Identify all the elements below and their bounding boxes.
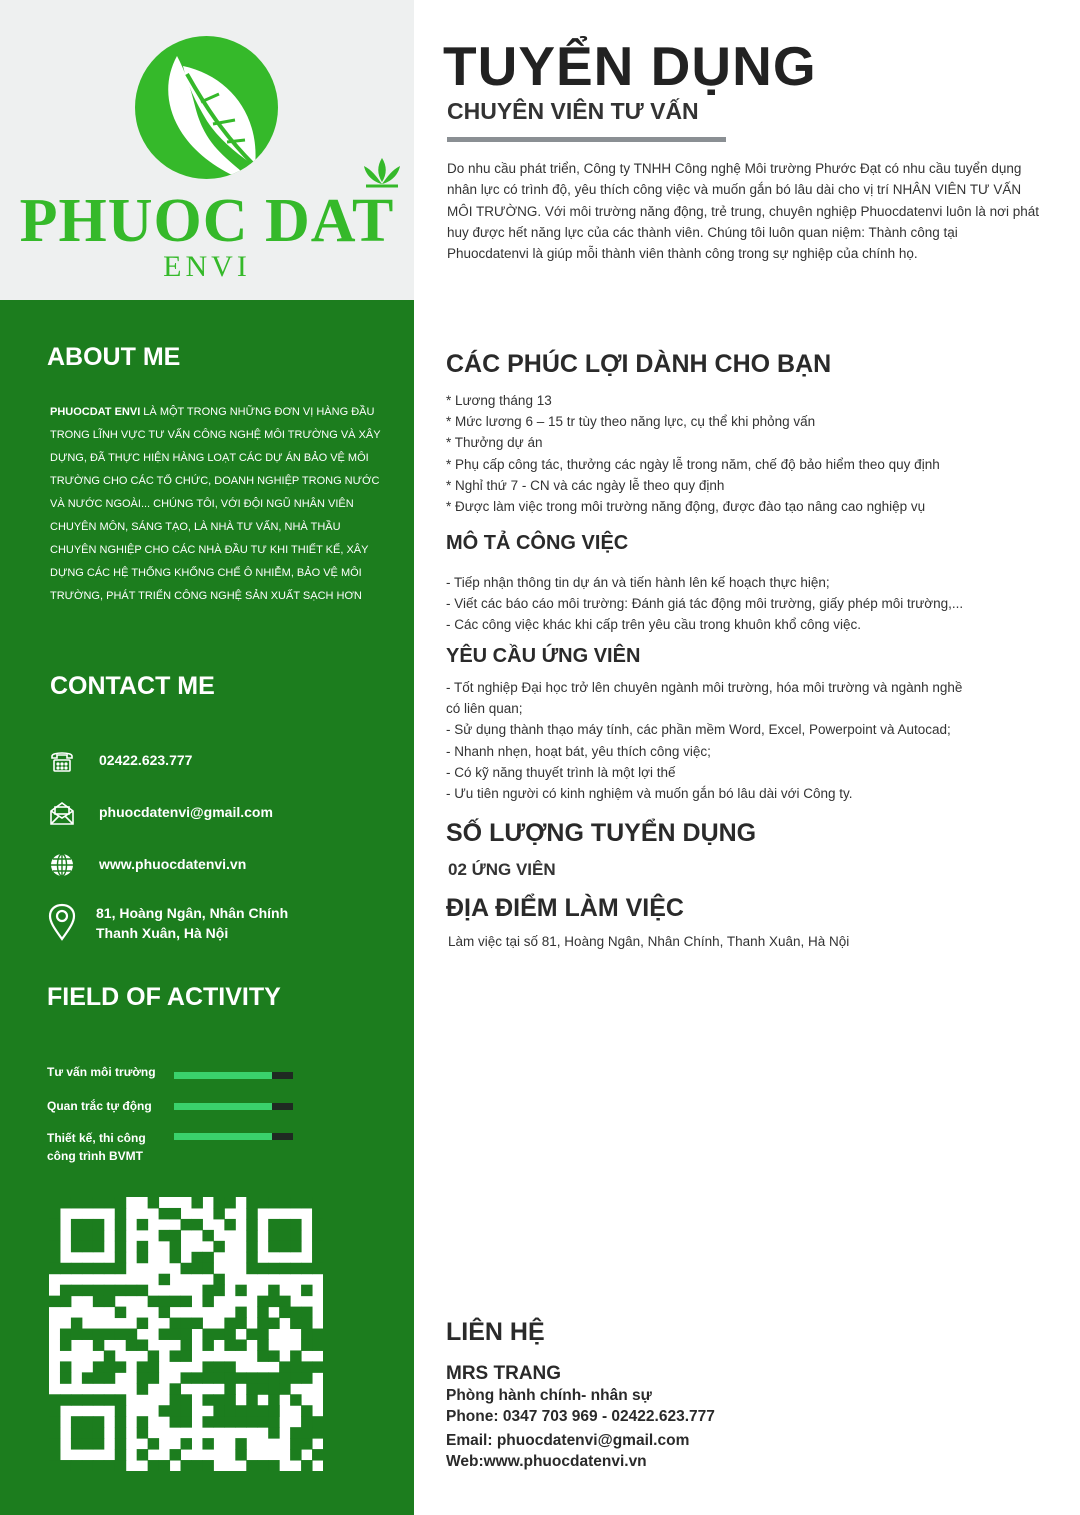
skill-bar-fill bbox=[174, 1103, 272, 1110]
skill-label-line: Thiết kế, thi công bbox=[47, 1131, 146, 1145]
job-description-heading: MÔ TẢ CÔNG VIỆC bbox=[446, 532, 629, 554]
list-item: có liên quan; bbox=[446, 701, 523, 717]
skill-bar bbox=[174, 1072, 293, 1079]
list-item: * Phụ cấp công tác, thưởng các ngày lễ trong năm, chế độ bảo hiểm theo quy định bbox=[446, 456, 940, 472]
title-divider bbox=[447, 137, 726, 142]
page-subtitle: CHUYÊN VIÊN TƯ VẤN bbox=[447, 98, 699, 124]
address-line-1: 81, Hoàng Ngân, Nhân Chính bbox=[96, 905, 289, 921]
address-line-2: Thanh Xuân, Hà Nội bbox=[96, 925, 229, 941]
skill-label-line: Tư vấn môi trường bbox=[47, 1065, 156, 1079]
contact-department: Phòng hành chính- nhân sự bbox=[446, 1387, 652, 1404]
job-description-list bbox=[446, 572, 1036, 636]
contact-address-row bbox=[47, 903, 288, 943]
leaf-logo-icon bbox=[135, 36, 278, 179]
list-item: * Được làm việc trong môi trường năng động, được đào tạo nâng cao nghiệp vụ bbox=[446, 499, 926, 515]
mail-icon bbox=[47, 798, 77, 828]
list-item: * Nghỉ thứ 7 - CN và các ngày lễ theo quy định bbox=[446, 477, 725, 493]
about-heading: ABOUT ME bbox=[47, 343, 181, 371]
benefits-list bbox=[446, 390, 1036, 517]
contact-phone-row bbox=[47, 746, 192, 776]
intro-paragraph: Do nhu cầu phát triển, Công ty TNHH Công nghệ Môi trường Phước Đạt có nhu cầu tuyển dụng nhân lực có trình độ, yêu thích công việc và muốn gắn bó lâu dài cho vị trí NHÂN VIÊN TƯ VẤN MÔI TRƯỜNG. Với môi trường năng động, trẻ trung, chuyên nghiệp Phuocdatenvi luôn là nơi phát huy được hết năng lực của các thành viên. Chúng tôi luôn quan niệm: Thành công tại Phuocdatenvi là giúp mỗi thành viên thành công trong sự nghiệp của chính họ. bbox=[447, 161, 1040, 262]
field-heading: FIELD OF ACTIVITY bbox=[47, 983, 281, 1011]
contact-web-line[interactable]: Web:www.phuocdatenvi.vn bbox=[446, 1452, 647, 1470]
skill-label bbox=[47, 1097, 167, 1115]
brand-name: PHUOC DAT bbox=[19, 187, 395, 255]
contact-email[interactable]: phuocdatenvi@gmail.com bbox=[99, 804, 273, 820]
qr-code-icon[interactable] bbox=[49, 1197, 323, 1471]
about-body: LÀ MỘT TRONG NHỮNG ĐƠN VỊ HÀNG ĐẦU TRONG LĨNH VỰC TƯ VẤN CÔNG NGHỆ MÔI TRƯỜNG VÀ XÂY DỰNG, ĐÃ THỰC HIỆN HÀNG LOẠT CÁC DỰ ÁN BẢO VỆ MÔI TRƯỜNG CHO CÁC TỔ CHỨC, DOANH NGHIỆP TRONG NƯỚC VÀ NƯỚC NGOÀI... CHÚNG TÔI, VỚI ĐỘI NGŨ NHÂN VIÊN CHUYÊN MÔN, SÁNG TẠO, LÀ NHÀ TƯ VẤN, NHÀ THẦU CHUYÊN NGHIỆP CHO CÁC NHÀ ĐẦU TƯ KHI THIẾT KẾ, XÂY DỰNG CÁC HỆ THỐNG KHỐNG CHẾ Ô NHIỄM, BẢO VỆ MÔI TRƯỜNG, PHÁT TRIỂN CÔNG NGHỆ SẢN XUẤT SẠCH HƠN bbox=[50, 406, 381, 602]
contact-website[interactable]: www.phuocdatenvi.vn bbox=[99, 856, 247, 872]
about-lead: PHUOCDAT ENVI bbox=[50, 406, 141, 418]
brand-subtitle: ENVI bbox=[163, 250, 251, 283]
contact-heading: CONTACT ME bbox=[50, 672, 215, 700]
contact-email-line[interactable]: Email: phuocdatenvi@gmail.com bbox=[446, 1432, 690, 1449]
list-item: - Các công việc khác khi cấp trên yêu cầu trong khuôn khổ công việc. bbox=[446, 617, 861, 633]
contact-email-row bbox=[47, 798, 273, 828]
headcount-heading: SỐ LƯỢNG TUYỂN DỤNG bbox=[446, 819, 757, 847]
list-item: - Sử dụng thành thạo máy tính, các phần mềm Word, Excel, Powerpoint và Autocad; bbox=[446, 722, 951, 738]
contact-phone-line[interactable]: Phone: 0347 703 969 - 02422.623.777 bbox=[446, 1407, 715, 1425]
list-item: - Ưu tiên người có kinh nghiệm và muốn gắn bó lâu dài với Công ty. bbox=[446, 786, 853, 802]
list-item: * Thưởng dự án bbox=[446, 435, 543, 451]
skill-bar bbox=[174, 1103, 293, 1110]
list-item: - Viết các báo cáo môi trường: Đánh giá tác động môi trường, giấy phép môi trường,... bbox=[446, 596, 964, 612]
workplace-heading: ĐỊA ĐIỂM LÀM VIỆC bbox=[446, 894, 684, 922]
globe-icon bbox=[47, 850, 77, 880]
about-text bbox=[50, 401, 385, 608]
skill-label bbox=[47, 1129, 167, 1165]
contact-section-heading: LIÊN HỆ bbox=[446, 1318, 545, 1346]
requirements-heading: YÊU CẦU ỨNG VIÊN bbox=[446, 645, 641, 667]
contact-person: MRS TRANG bbox=[446, 1363, 562, 1384]
list-item: - Tốt nghiệp Đại học trở lên chuyên ngành môi trường, hóa môi trường và ngành nghề bbox=[446, 680, 963, 695]
requirements-list bbox=[446, 677, 1036, 804]
contact-details bbox=[446, 1362, 715, 1472]
skill-label-line: công trình BVMT bbox=[47, 1149, 143, 1163]
location-pin-icon bbox=[47, 903, 77, 941]
benefits-heading: CÁC PHÚC LỢI DÀNH CHO BẠN bbox=[446, 350, 832, 378]
workplace-value: Làm việc tại số 81, Hoàng Ngân, Nhân Chính, Thanh Xuân, Hà Nội bbox=[448, 934, 850, 949]
list-item: - Tiếp nhận thông tin dự án và tiến hành lên kế hoạch thực hiện; bbox=[446, 575, 830, 590]
headcount-value: 02 ỨNG VIÊN bbox=[448, 860, 556, 879]
skill-label bbox=[47, 1063, 167, 1081]
page-title: TUYỂN DỤNG bbox=[443, 35, 817, 97]
skill-bar-fill bbox=[174, 1072, 272, 1079]
list-item: * Lương tháng 13 bbox=[446, 393, 552, 408]
list-item: - Nhanh nhẹn, hoạt bát, yêu thích công việc; bbox=[446, 743, 711, 759]
contact-phone[interactable]: 02422.623.777 bbox=[99, 752, 193, 768]
contact-address bbox=[96, 903, 288, 943]
skill-bar bbox=[174, 1133, 293, 1140]
phone-icon bbox=[47, 746, 77, 776]
contact-web-row bbox=[47, 850, 246, 880]
skill-bar-fill bbox=[174, 1133, 272, 1140]
list-item: * Mức lương 6 – 15 tr tùy theo năng lực, cụ thể khi phỏng vấn bbox=[446, 414, 816, 430]
list-item: - Có kỹ năng thuyết trình là một lợi thế bbox=[446, 764, 676, 780]
skill-label-line: Quan trắc tự động bbox=[47, 1099, 152, 1113]
